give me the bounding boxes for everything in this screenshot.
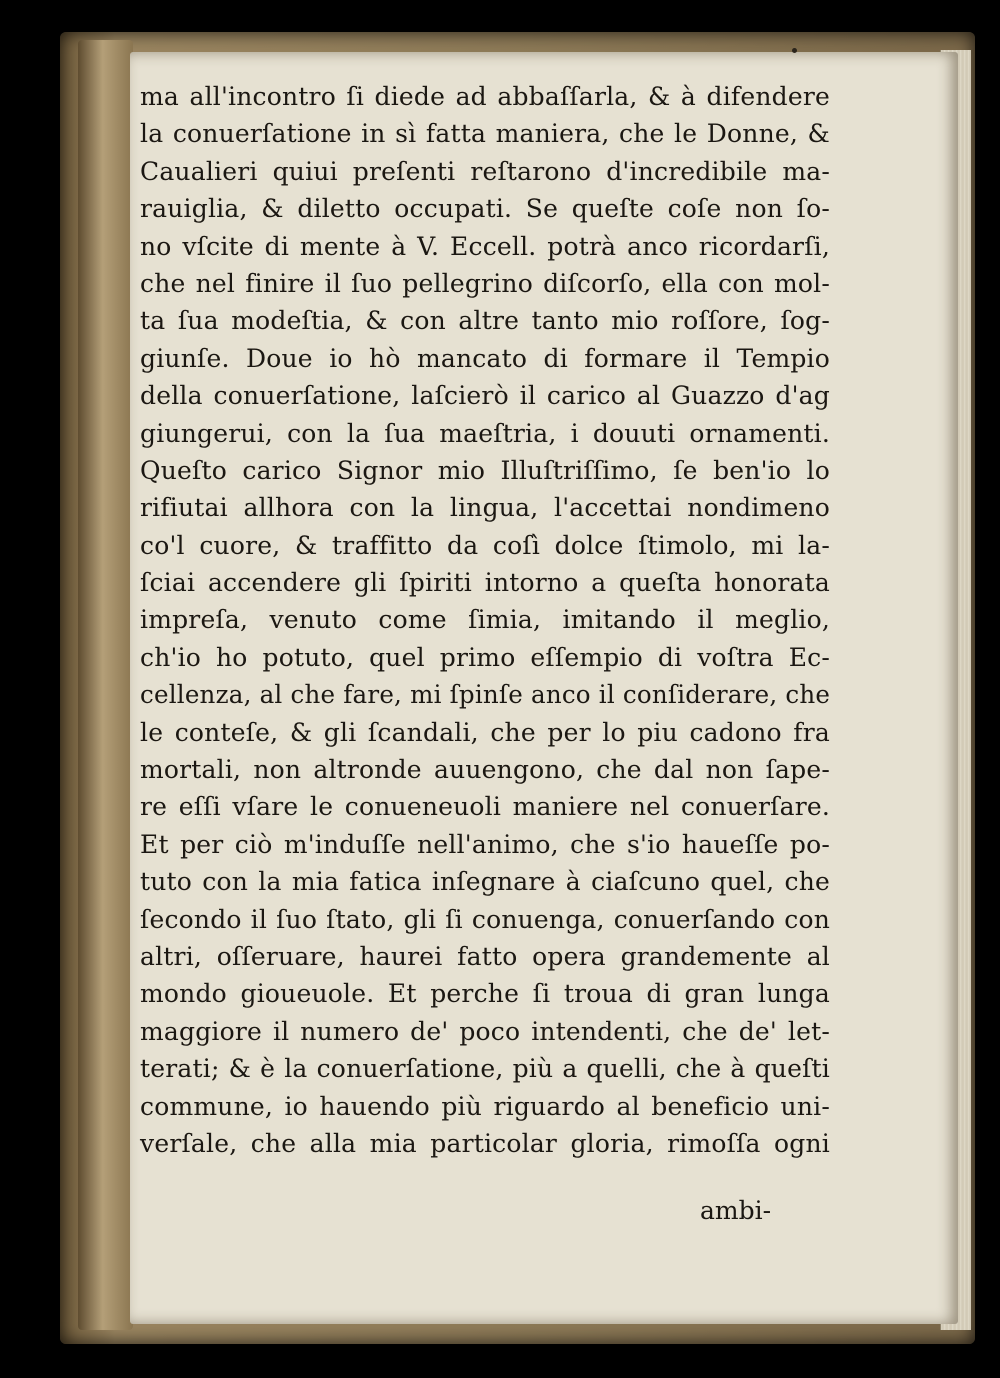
text-line: ch'io ho potuto, quel primo eſſempio di voſtra Ec-	[140, 642, 830, 672]
text-line: ſecondo il ſuo ſtato, gli ſi conuenga, conuerſando con	[140, 904, 830, 934]
page-text	[140, 78, 830, 1162]
text-line: che nel finire il ſuo pellegrino diſcorſo, ella con mol-	[140, 268, 830, 298]
text-line: mortali, non altronde auuengono, che dal non ſape-	[140, 755, 830, 785]
text-line: ſciai accendere gli ſpiriti intorno a queſta honorata	[140, 568, 830, 598]
text-line: giunſe. Doue io hò mancato di formare il Tempio	[140, 343, 830, 373]
text-line: della conuerſatione, laſcierò il carico al Guazzo d'ag	[140, 381, 830, 411]
text-line: maggiore il numero de' poco intendenti, che de' let-	[140, 1016, 830, 1046]
text-line: ta ſua modeſtia, & con altre tanto mio roſſore, ſog-	[140, 306, 830, 336]
text-line: no vſcite di mente à V. Eccell. potrà anco ricordarſi,	[140, 231, 830, 261]
text-line: rifiutai allhora con la lingua, l'accettai nondimeno	[140, 493, 830, 523]
catchword: ambi-	[700, 1196, 772, 1225]
text-line: impreſa, venuto come ſimia, imitando il meglio,	[140, 605, 830, 635]
text-line: re eſſi vſare le conueneuoli maniere nel conuerſare.	[140, 792, 830, 822]
text-line: la conuerſatione in sì fatta maniera, che le Donne, &	[140, 119, 830, 149]
text-line: cellenza, al che fare, mi ſpinſe anco il conſiderare, che	[140, 680, 831, 710]
text-line: commune, io hauendo più riguardo al beneficio uni-	[140, 1091, 830, 1121]
text-line: ma all'incontro ſi diede ad abbaſſarla, & à difendere	[140, 82, 830, 111]
text-line: Caualieri quiui preſenti reſtarono d'incredibile ma-	[140, 156, 830, 186]
text-line: altri, oſſeruare, haurei fatto opera grandemente al	[140, 941, 830, 971]
text-line: le conteſe, & gli ſcandali, che per lo piu cadono fra	[140, 717, 830, 747]
text-line: terati; & è la conuerſatione, più a quelli, che à queſti	[140, 1054, 830, 1084]
text-line: tuto con la mia fatica inſegnare à ciaſcuno quel, che	[140, 867, 830, 897]
text-line: Queſto carico Signor mio Illuſtriſſimo, ſe ben'io lo	[140, 455, 830, 485]
text-line: Et per ciò m'induſſe nell'animo, che s'io haueſſe po-	[140, 829, 830, 859]
text-line: mondo gioueuole. Et perche ſi troua di gran lunga	[140, 979, 830, 1009]
book-spine	[78, 40, 133, 1330]
text-line: verſale, che alla mia particolar gloria, rimoſſa ogni	[140, 1128, 830, 1158]
text-line: rauiglia, & diletto occupati. Se queſte coſe non ſo-	[140, 194, 830, 224]
ink-dot	[792, 48, 797, 53]
text-line: co'l cuore, & traffitto da coſì dolce ſtimolo, mi la-	[140, 530, 830, 560]
text-line: giungerui, con la ſua maeſtria, i douuti ornamenti.	[140, 418, 830, 448]
